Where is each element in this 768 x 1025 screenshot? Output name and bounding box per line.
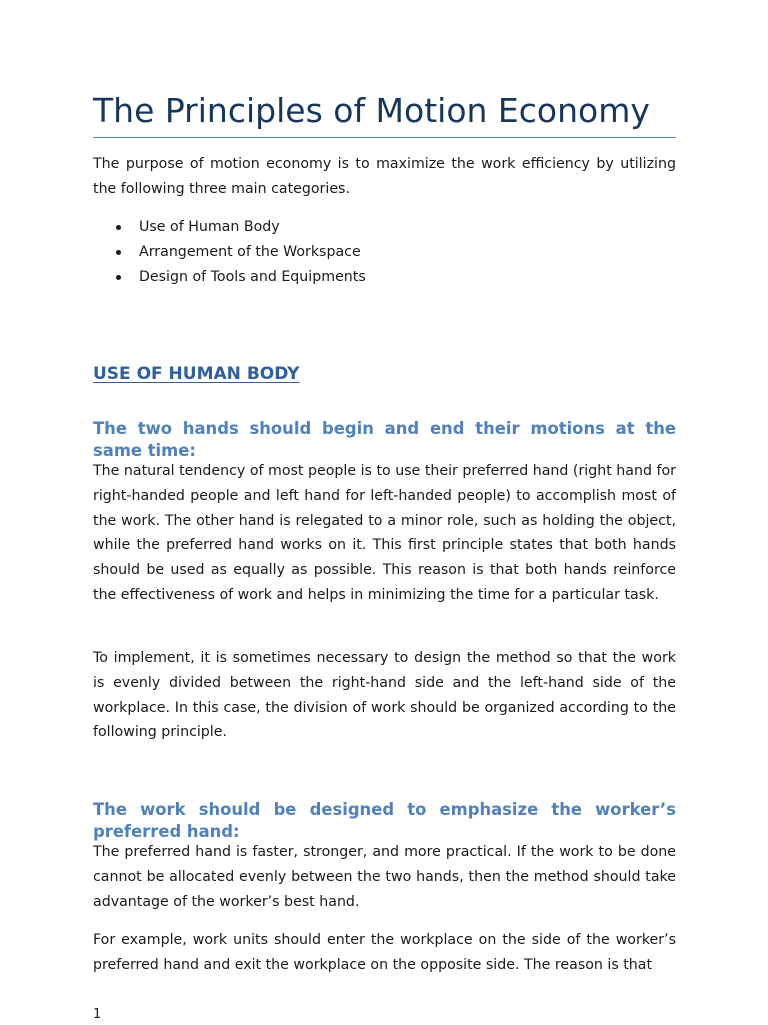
- section-title: USE OF HUMAN BODY: [93, 364, 300, 384]
- intro-paragraph: The purpose of motion economy is to maximize the work efficiency by utilizing the following three main categories.: [93, 156, 676, 197]
- principle-paragraph: The natural tendency of most people is to use their preferred hand (right hand for right-handed people and left hand for left-handed people) to accomplish most of the work. The other hand is relegated to a minor role, such as holding the object, while the preferred hand works on it. This first principle states that both hands should be used as equally as possible. This reason is that both hands reinforce the effectiveness of work and helps in minimizing the time for a particular task.: [93, 463, 676, 603]
- title-underline-rule: [93, 137, 676, 138]
- list-item: [93, 265, 676, 290]
- list-item: [93, 240, 676, 265]
- bullet-icon: [116, 225, 121, 230]
- list-item-label: Use of Human Body: [139, 219, 280, 235]
- principle-heading: The work should be designed to emphasize the worker’s preferred hand:: [93, 800, 676, 841]
- page-title: The Principles of Motion Economy: [93, 91, 650, 130]
- categories-list: [93, 215, 676, 289]
- list-item-label: Arrangement of the Workspace: [139, 243, 361, 260]
- principle-heading: The two hands should begin and end their motions at the same time:: [93, 419, 676, 460]
- list-item: [93, 215, 676, 240]
- page-number: 1: [93, 1007, 102, 1022]
- list-item-label: Design of Tools and Equipments: [139, 268, 366, 285]
- bullet-icon: [116, 250, 121, 255]
- bullet-icon: [116, 275, 121, 280]
- principle-paragraph: For example, work units should enter the workplace on the side of the worker’s preferred hand and exit the workplace on the opposite side. The reason is that: [93, 932, 676, 973]
- principle-paragraph: To implement, it is sometimes necessary to design the method so that the work is evenly divided between the right-hand side and the left-hand side of the workplace. In this case, the division of work should be organized according to the following principle.: [93, 650, 676, 741]
- principle-paragraph: The preferred hand is faster, stronger, and more practical. If the work to be done cannot be allocated evenly between the two hands, then the method should take advantage of the worker’s best hand.: [93, 844, 676, 910]
